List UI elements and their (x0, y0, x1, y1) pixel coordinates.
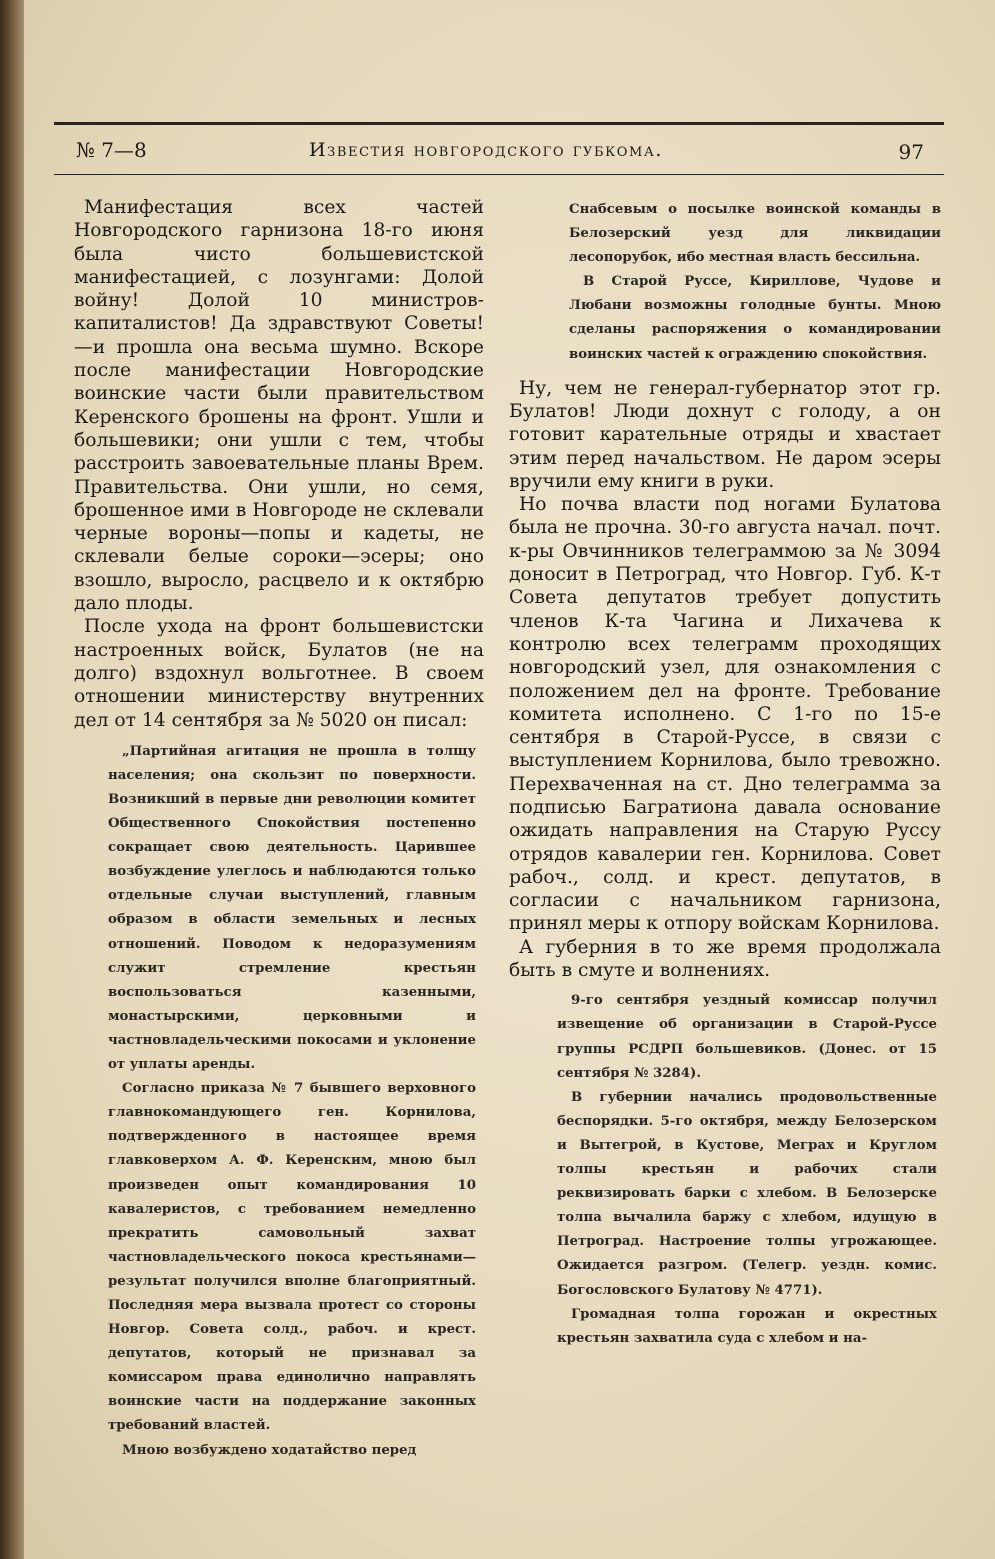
right-body (509, 377, 941, 983)
quoted-document (557, 989, 937, 1350)
quoted-document (108, 740, 476, 1463)
header-rule-top (54, 122, 944, 125)
paragraph: Но почва власти под ногами Булатова была не прочна. 30-го августа начал. почт. к-ры Овчинников телеграммою за № 3094 доносит в Петроград, что Новгор. Губ. К-т Совета депутатов требует допустить членов К-та Чагина и Лихачева к контролю всех телеграмм проходящих новгородский узел, для ознакомления с положением дел на фронте. Требование комитета исполнено. С 1-го по 15-е сентября в Старой-Руссе, в связи с выступлением Корнилова, было тревожно. Перехваченная на ст. Дно телеграмма за подписью Багратиона давала основание ожидать направления на Старую Руссу отрядов кавалерии ген. Корнилова. Совет рабоч., солд. и крест. депутатов, в согласии с начальником гарнизона, принял меры к отпору войскам Корнилова. (509, 494, 941, 935)
paragraph: Ну, чем не генерал-губернатор этот гр. Булатов! Люди дохнут с голоду, а он готовит карательные отряды и хвастает этим перед начальством. Не даром эсеры вручили ему книги в руки. (509, 377, 941, 492)
right-column (509, 196, 941, 1351)
quote-paragraph: Громадная толпа горожан и окрестных крестьян захватила суда с хлебом и на- (557, 1306, 937, 1346)
quote-paragraph: 9-го сентября уездный комиссар получил извещение об организации в Старой-Руссе группы РСДРП большевиков. (Донес. от 15 сентября № 3284). (557, 993, 937, 1081)
page-number: 97 (898, 140, 924, 164)
quote-paragraph: Согласно приказа № 7 бывшего верховного главнокомандующего ген. Корнилова, подтвержденного в настоящее время главковерхом А. Ф. Керенским, мною был произведен опыт командирования 10 кавалеристов, с требованием немедленно прекратить самовольный захват частновладельческого покоса крестьянами—результат получился вполне благоприятный. Последняя мера вызвала протест со стороны Новгор. Совета солд., рабоч. и крест. депутатов, который не признавал за комиссаром права единолично направлять воинские части на поддержание законных требований властей. (108, 1081, 476, 1434)
paragraph: После ухода на фронт большевистски настроенных войск, Булатов (не на долго) вздохнул вольготнее. В своем отношении министерству внутренних дел от 14 сентября за № 5020 он писал: (74, 616, 484, 731)
issue-number: № 7—8 (76, 138, 147, 162)
header-rule-bottom (54, 174, 944, 175)
quote-paragraph: Мною возбуждено ходатайство перед (122, 1442, 417, 1458)
left-column (74, 196, 484, 1463)
book-binding (0, 0, 24, 1559)
page-header (54, 134, 924, 170)
quoted-document (569, 198, 941, 367)
left-body (74, 196, 484, 732)
newspaper-page (24, 0, 995, 1559)
paragraph: Манифестация всех частей Новгородского гарнизона 18-го июня была чисто большевистской манифестацией, с лозунгами: Долой войну! Долой 10 министров-капиталистов! Да здравствуют Советы!—и прошла она весьма шумно. Вскоре после манифестации Новгородские воинские части были правительством Керенского брошены на фронт. Ушли и большевики; они ушли с тем, чтобы расстроить завоевательные планы Врем. Правительства. Они ушли, но семя, брошенное ими в Новгороде не склевали черные вороны—попы и кадеты, не склевали белые сороки—эсеры; оно взошло, выросло, расцвело и к октябрю дало плоды. (74, 197, 484, 615)
quote-paragraph: „Партийная агитация не прошла в толщу населения; она скользит по поверхности. Возникший в первые дни революции комитет Общественного Спокойствия постепенно сокращает свою деятельность. Царившее возбуждение улеглось и наблюдаются только отдельные случаи выступлений, главным образом в области земельных и лесных отношений. Поводом к недоразумениям служит стремление крестьян воспользоваться казенными, монастырскими, церковными и частновладельческими покосами и уклонение от уплаты аренды. (108, 743, 476, 1073)
quote-paragraph: Снабсевым о посылке воинской команды в Белозерский уезд для ликвидации лесопорубок, ибо местная власть бессильна. (569, 202, 941, 266)
paragraph: А губерния в то же время продолжала быть в смуте и волнениях. (509, 936, 941, 982)
journal-title: Известия новгородского губкома. (309, 139, 664, 161)
quote-paragraph: В губернии начались продовольственные беспорядки. 5-го октября, между Белозерском и Вытегрой, в Кустове, Меграх и Круглом толпы крестьян и рабочих стали реквизировать барки с хлебом. В Белозерске толпа вычалила баржу с хлебом, идущую в Петроград. Настроение толпы угрожающее. Ожидается разгром. (Телегр. уездн. комис. Богословского Булатову № 4771). (557, 1089, 937, 1298)
quote-paragraph: В Старой Руссе, Кириллове, Чудове и Любани возможны голодные бунты. Мною сделаны распоряжения о командировании воинских частей к ограждению спокойствия. (569, 274, 941, 362)
